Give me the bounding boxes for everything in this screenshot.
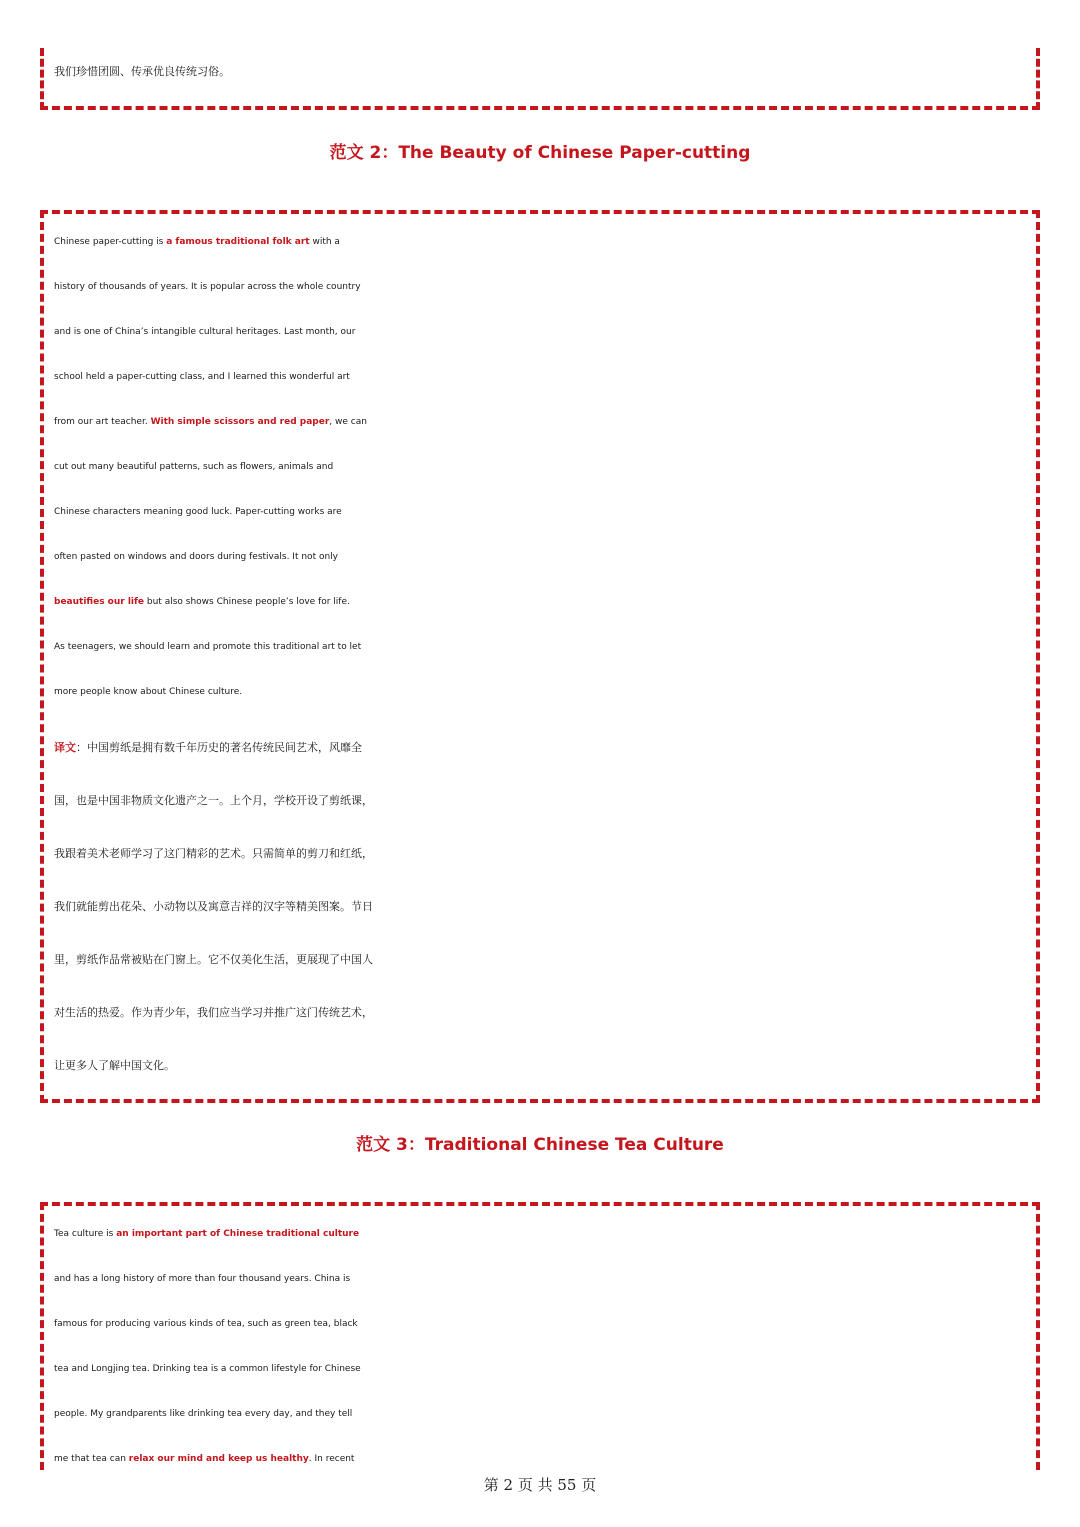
- translation-line: 对生活的热爱。作为青少年，我们应当学习并推广这门传统艺术，: [54, 1006, 373, 1019]
- text-segment: but also shows Chinese people’s love for life.: [144, 597, 350, 607]
- highlight-phrase: relax our mind and keep us healthy: [128, 1454, 309, 1464]
- paragraph-line: [54, 1347, 1028, 1392]
- text-segment: famous for producing various kinds of tea, such as green tea, black: [54, 1319, 358, 1329]
- essay3-box: [40, 1202, 1040, 1470]
- highlight-phrase: a famous traditional folk art: [166, 237, 310, 247]
- translation-line: 译文：中国剪纸是拥有数千年历史的著名传统民间艺术，风靡全: [54, 741, 362, 754]
- paragraph-line: [54, 265, 1028, 310]
- paragraph-line: [54, 1212, 1028, 1257]
- translation-line: 国，也是中国非物质文化遗产之一。上个月，学校开设了剪纸课，: [54, 794, 373, 807]
- essay1-tail-box: [40, 48, 1040, 110]
- text-segment: from our art teacher.: [54, 417, 151, 427]
- text-segment: . In recent: [308, 1454, 355, 1464]
- translation-label: 译文: [54, 741, 76, 754]
- text-segment: me that tea can: [54, 1454, 129, 1464]
- highlight-phrase: With simple scissors and red paper: [150, 417, 330, 427]
- text-segment: often pasted on windows and doors during festivals. It not only: [54, 552, 338, 562]
- paragraph-line: [54, 400, 1028, 445]
- text-segment: and is one of China’s intangible cultural heritages. Last month, our: [54, 327, 356, 337]
- paragraph-line: [54, 1257, 1028, 1302]
- text-segment: tea and Longjing tea. Drinking tea is a common lifestyle for Chinese: [54, 1364, 361, 1374]
- text-segment: with a: [309, 237, 340, 247]
- paragraph-line: [54, 355, 1028, 400]
- paragraph-line: [54, 625, 1028, 670]
- text-segment: history of thousands of years. It is popular across the whole country: [54, 282, 361, 292]
- paragraph-line: [54, 670, 1028, 715]
- essay2-box: [40, 210, 1040, 1103]
- text-segment: Tea culture is: [54, 1229, 117, 1239]
- text-segment: , we can: [329, 417, 367, 427]
- essay2-translation: [54, 721, 1028, 1092]
- highlight-phrase: beautifies our life: [54, 597, 145, 607]
- text-segment: Chinese paper-cutting is: [54, 237, 167, 247]
- text-segment: people. My grandparents like drinking tea every day, and they tell: [54, 1409, 353, 1419]
- page-number: 第 2 页 共 55 页: [483, 1476, 597, 1494]
- essay3-body: [54, 1212, 1028, 1482]
- paragraph-line: [54, 535, 1028, 580]
- translation-line: 我跟着美术老师学习了这门精彩的艺术。只需简单的剪刀和红纸，: [54, 847, 373, 860]
- essay2-body: [54, 220, 1028, 715]
- paragraph-line: [54, 580, 1028, 625]
- paragraph-line: [54, 1392, 1028, 1437]
- translation-line: 里，剪纸作品常被贴在门窗上。它不仅美化生活，更展现了中国人: [54, 953, 373, 966]
- paragraph-line: [54, 445, 1028, 490]
- essay2-heading: 范文 2：The Beauty of Chinese Paper-cutting: [329, 143, 751, 163]
- text-segment: As teenagers, we should learn and promote this traditional art to let: [54, 642, 362, 652]
- text-segment: more people know about Chinese culture.: [54, 687, 243, 697]
- paragraph-line: [54, 310, 1028, 355]
- paragraph-line: [54, 490, 1028, 535]
- paragraph-line: [54, 220, 1028, 265]
- paragraph-line: [54, 1302, 1028, 1347]
- essay3-heading: 范文 3：Traditional Chinese Tea Culture: [356, 1135, 724, 1155]
- translation-line: 让更多人了解中国文化。: [54, 1059, 175, 1072]
- text-segment: Chinese characters meaning good luck. Paper-cutting works are: [54, 507, 342, 517]
- essay1-closing-line: 我们珍惜团圆、传承优良传统习俗。: [54, 65, 230, 78]
- translation-line: 我们就能剪出花朵、小动物以及寓意吉祥的汉字等精美图案。节日: [54, 900, 373, 913]
- highlight-phrase: an important part of Chinese traditional culture: [116, 1229, 360, 1239]
- text-segment: and has a long history of more than four thousand years. China is: [54, 1274, 351, 1284]
- text-segment: cut out many beautiful patterns, such as flowers, animals and: [54, 462, 334, 472]
- text-segment: school held a paper-cutting class, and I learned this wonderful art: [54, 372, 350, 382]
